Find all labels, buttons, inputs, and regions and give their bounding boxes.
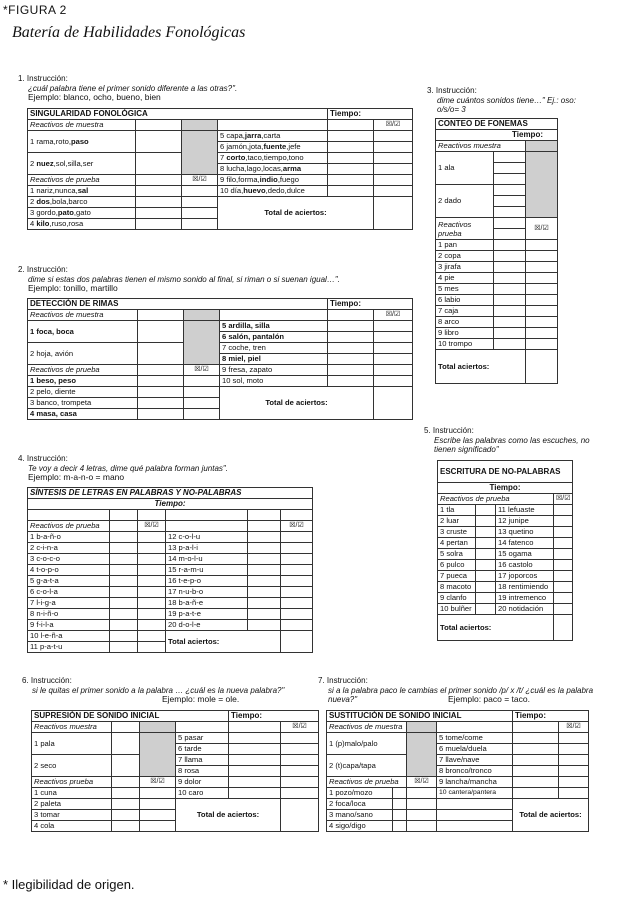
s4-left-3: 3 c-o-c-o: [28, 554, 110, 565]
s7-test-3: 3 mano/sano: [327, 810, 393, 821]
s6-example: Ejemplo: mole = ole.: [162, 694, 240, 704]
s1-test-1: 1 nariz,nunca,sal: [28, 186, 136, 197]
s5-left-6: 6 pulco: [438, 560, 476, 571]
s1-sample-1: 1 rama,roto,paso: [28, 131, 136, 153]
s4-left-5: 5 g-a-t-a: [28, 576, 110, 587]
footnote: * Ilegibilidad de origen.: [3, 877, 135, 892]
check-symbols: ☒/☑: [554, 494, 573, 505]
check-symbols: ☒/☑: [526, 218, 558, 240]
s5-right-13: 13 quetino: [496, 527, 554, 538]
s7-right-8: 8 bronco/tronco: [437, 766, 513, 777]
s6-test-label: Reactivos prueba: [32, 777, 112, 788]
s6-table: [31, 710, 319, 832]
s6-right-9: 9 dolor: [176, 777, 229, 788]
s7-right-7: 7 llave/nave: [437, 755, 513, 766]
s2-instruction: [18, 265, 428, 294]
s3-num: 3. Instrucción:: [427, 86, 477, 95]
s3-sample-2: 2 dado: [436, 185, 494, 218]
figure-label: *FIGURA 2: [3, 3, 67, 17]
s5-right-15: 15 ogama: [496, 549, 554, 560]
s4-time: Tiempo:: [28, 499, 313, 510]
s3-test-3: 3 jirafa: [436, 262, 494, 273]
s2-sample-1: 1 foca, boca: [28, 321, 138, 343]
check-symbols: ☒/☑: [281, 722, 319, 733]
s7-total: Total de aciertos:: [513, 799, 589, 832]
s4-right-16: 16 t-e-p-o: [166, 576, 248, 587]
s5-right-12: 12 junipe: [496, 516, 554, 527]
s5-instruction: [424, 426, 594, 455]
s6-num: 6. Instrucción:: [22, 676, 72, 685]
s5-left-2: 2 luar: [438, 516, 476, 527]
s4-right-14: 14 m-o-l-u: [166, 554, 248, 565]
s1-test-4: 4 kilo,ruso,rosa: [28, 219, 136, 230]
s4-right-13: 13 p-a-l-i: [166, 543, 248, 554]
check-symbols: ☒/☑: [374, 310, 413, 321]
s3-test-7: 7 caja: [436, 306, 494, 317]
s2-test-1: 1 beso, peso: [28, 376, 138, 387]
s4-right-20: 20 d-o-l-e: [166, 620, 248, 631]
s5-right-17: 17 joporcos: [496, 571, 554, 582]
s5-total: Total aciertos:: [438, 615, 554, 641]
s6-sample-2: 2 seco: [32, 755, 112, 777]
s5-left-8: 8 macoto: [438, 582, 476, 593]
s1-instruction: [18, 74, 418, 103]
s3-test-10: 10 trompo: [436, 339, 494, 350]
s6-sample-label: Reactivos muestra: [32, 722, 112, 733]
s7-test-label: Reactivos de prueba: [327, 777, 407, 788]
s6-right-5: 5 pasar: [176, 733, 229, 744]
s6-right-7: 7 llama: [176, 755, 229, 766]
s5-left-4: 4 pertan: [438, 538, 476, 549]
s6-total: Total de aciertos:: [176, 799, 281, 832]
s6-test-1: 1 cuna: [32, 788, 112, 799]
s2-test-2: 2 pelo, diente: [28, 387, 138, 398]
check-symbols: ☒/☑: [184, 365, 220, 376]
s2-right-8: 8 miel, piel: [220, 354, 328, 365]
s7-test-4: 4 sigo/digo: [327, 821, 393, 832]
s1-right-7: 7 corto,taco,tiempo,tono: [218, 153, 328, 164]
s2-num: 2. Instrucción:: [18, 265, 68, 274]
s2-example: Ejemplo: tonillo, martillo: [28, 283, 118, 293]
s5-left-7: 7 pueca: [438, 571, 476, 582]
s6-question: si le quitas el primer sonido a la palabra … ¿cuál es la nueva palabra?": [32, 685, 285, 695]
s1-time: Tiempo:: [328, 109, 413, 120]
s7-instruction: [318, 676, 618, 705]
s2-right-5: 5 ardilla, silla: [220, 321, 328, 332]
s1-sample-label: Reactivos de muestra: [28, 120, 136, 131]
s1-right-9: 9 filo,forma,indio,fuego: [218, 175, 328, 186]
s1-total: Total de aciertos:: [218, 197, 374, 230]
s4-left-6: 6 c-o-l-a: [28, 587, 110, 598]
s5-left-9: 9 clanfo: [438, 593, 476, 604]
s4-title: SÍNTESIS DE LETRAS EN PALABRAS Y NO-PALABRAS: [28, 488, 313, 499]
s3-test-1: 1 pan: [436, 240, 494, 251]
s2-right-7: 7 coche, tren: [220, 343, 328, 354]
s6-test-3: 3 tomar: [32, 810, 112, 821]
s2-right-10: 10 sol, moto: [220, 376, 328, 387]
s4-right-19: 19 p-a-t-e: [166, 609, 248, 620]
figure-title: Batería de Habilidades Fonológicas: [12, 24, 246, 41]
s5-right-20: 20 notidación: [496, 604, 554, 615]
check-symbols: ☒/☑: [281, 521, 313, 532]
s4-example: Ejemplo: m-a-n-o = mano: [28, 472, 125, 482]
s1-test-2: 2 dos,bola,barco: [28, 197, 136, 208]
s4-test-label: Reactivos de prueba: [28, 521, 110, 532]
s3-instruction: [427, 86, 577, 115]
s5-left-5: 5 solra: [438, 549, 476, 560]
s4-right-15: 15 r-a-m-u: [166, 565, 248, 576]
s5-num: 5. Instrucción:: [424, 426, 474, 435]
s7-title: SUSTITUCIÓN DE SONIDO INICIAL: [327, 711, 513, 722]
s5-right-16: 16 castolo: [496, 560, 554, 571]
s5-time: Tiempo:: [438, 483, 573, 494]
s2-right-6: 6 salón, pantalón: [220, 332, 328, 343]
check-symbols: ☒/☑: [407, 777, 437, 788]
s2-right-9: 9 fresa, zapato: [220, 365, 328, 376]
s5-left-1: 1 tla: [438, 505, 476, 516]
s3-time: Tiempo:: [436, 130, 558, 141]
s3-test-5: 5 mes: [436, 284, 494, 295]
s3-sample-1: 1 ala: [436, 152, 494, 185]
s2-test-label: Reactivos de prueba: [28, 365, 138, 376]
s2-test-4: 4 masa, casa: [28, 409, 138, 420]
s2-table: [27, 298, 413, 420]
s1-title: SINGULARIDAD FONOLÓGICA: [28, 109, 328, 120]
s7-num: 7. Instrucción:: [318, 676, 368, 685]
check-symbols: ☒/☑: [140, 777, 176, 788]
s3-test-4: 4 pie: [436, 273, 494, 284]
s1-right-10: 10 día,huevo,dedo,dulce: [218, 186, 328, 197]
s1-question: ¿cuál palabra tiene el primer sonido diferente a las otras?".: [28, 83, 238, 93]
s7-right-6: 6 muela/duela: [437, 744, 513, 755]
s5-left-3: 3 cruste: [438, 527, 476, 538]
s4-num: 4. Instrucción:: [18, 454, 68, 463]
check-symbols: ☒/☑: [138, 521, 166, 532]
s6-sample-1: 1 pala: [32, 733, 112, 755]
s2-test-3: 3 banco, trompeta: [28, 398, 138, 409]
s4-left-9: 9 f-i-l-a: [28, 620, 110, 631]
s4-instruction: [18, 454, 358, 483]
s6-title: SUPRESIÓN DE SONIDO INICIAL: [32, 711, 229, 722]
s5-question: Escribe las palabras como las escuches, no tienen significado": [434, 435, 590, 454]
s3-test-6: 6 labio: [436, 295, 494, 306]
s5-test-label: Reactivos de prueba: [438, 494, 554, 505]
s7-right-9: 9 lancha/mancha: [437, 777, 513, 788]
s7-sample-2: 2 (t)capa/tapa: [327, 755, 407, 777]
s2-sample-2: 2 hoja, avión: [28, 343, 138, 365]
s1-test-label: Reactivos de prueba: [28, 175, 136, 186]
s3-test-9: 9 libro: [436, 328, 494, 339]
s7-sample-label: Reactivos de muestra: [327, 722, 407, 733]
s1-example: Ejemplo: blanco, ocho, bueno, bien: [28, 92, 161, 102]
s5-title: ESCRITURA DE NO-PALABRAS: [438, 461, 573, 483]
s4-right-18: 18 b-a-ñ-e: [166, 598, 248, 609]
s5-right-14: 14 fatenco: [496, 538, 554, 549]
s6-right-6: 6 tarde: [176, 744, 229, 755]
check-symbols: ☒/☑: [182, 175, 218, 186]
s3-test-2: 2 copa: [436, 251, 494, 262]
s7-test-2: 2 foca/loca: [327, 799, 393, 810]
s3-title: CONTEO DE FONEMAS: [436, 119, 558, 130]
s5-right-18: 18 rentimiendo: [496, 582, 554, 593]
s2-total: Total de aciertos:: [220, 387, 374, 420]
s6-right-10: 10 caro: [176, 788, 229, 799]
s6-right-8: 8 rosa: [176, 766, 229, 777]
s4-table: [27, 487, 313, 653]
s5-right-11: 11 lefuaste: [496, 505, 554, 516]
s4-total: Total aciertos:: [166, 631, 281, 653]
s1-sample-2: 2 nuez,sol,silla,ser: [28, 153, 136, 175]
s4-question: Te voy a decir 4 letras, dime qué palabra forman juntas".: [28, 463, 228, 473]
s4-left-11: 11 p-a-t-u: [28, 642, 110, 653]
s7-table: [326, 710, 589, 832]
s4-left-1: 1 b-a-ñ-o: [28, 532, 110, 543]
s2-title: DETECCIÓN DE RIMAS: [28, 299, 328, 310]
s7-time: Tiempo:: [513, 711, 589, 722]
s2-question: dime si estas dos palabras tienen el mismo sonido al final, si riman o si suenan igual…".: [28, 274, 340, 284]
s1-table: [27, 108, 413, 230]
s6-test-2: 2 paleta: [32, 799, 112, 810]
s3-question: dime cuántos sonidos tiene…" Ej.: oso: o/s/o= 3: [437, 95, 576, 114]
s3-sample-label: Reactivos muestra: [436, 141, 526, 152]
s2-time: Tiempo:: [328, 299, 413, 310]
s5-left-10: 10 bulñer: [438, 604, 476, 615]
s6-time: Tiempo:: [229, 711, 319, 722]
s4-right-17: 17 n-u-b-o: [166, 587, 248, 598]
s2-sample-label: Reactivos de muestra: [28, 310, 138, 321]
s6-test-4: 4 cola: [32, 821, 112, 832]
s7-question: si a la palabra paco le cambias el primer sonido /p/ x /t/ ¿cuál es la palabra nueva?": [328, 685, 594, 704]
s3-test-8: 8 arco: [436, 317, 494, 328]
s7-test-1: 1 pozo/mozo: [327, 788, 393, 799]
s4-left-8: 8 n-i-ñ-o: [28, 609, 110, 620]
s6-instruction: [22, 676, 312, 704]
s4-left-7: 7 l-i-g-a: [28, 598, 110, 609]
check-symbols: ☒/☑: [374, 120, 413, 131]
s1-test-3: 3 gordo,pato,gato: [28, 208, 136, 219]
s1-right-5: 5 capa,jarra,carta: [218, 131, 328, 142]
s1-right-6: 6 jamón,jota,fuente,jefe: [218, 142, 328, 153]
check-symbols: ☒/☑: [559, 722, 589, 733]
s5-right-19: 19 intremenco: [496, 593, 554, 604]
s4-left-4: 4 t-o-p-o: [28, 565, 110, 576]
s3-total: Total aciertos:: [436, 350, 526, 384]
s4-left-10: 10 l-e-ñ-a: [28, 631, 110, 642]
s1-right-8: 8 lucha,lago,locas,arma: [218, 164, 328, 175]
s7-right-5: 5 tome/come: [437, 733, 513, 744]
s3-test-label: Reactivos prueba: [436, 218, 494, 240]
s5-table: [437, 460, 573, 641]
s3-table: [435, 118, 558, 384]
s1-num: 1. Instrucción:: [18, 74, 68, 83]
s7-right-10: 10 cantera/pantera: [437, 788, 513, 799]
s4-left-2: 2 c-i-n-a: [28, 543, 110, 554]
s7-example: Ejemplo: paco = taco.: [448, 694, 530, 704]
s7-sample-1: 1 (p)malo/palo: [327, 733, 407, 755]
s4-right-12: 12 c-o-l-u: [166, 532, 248, 543]
